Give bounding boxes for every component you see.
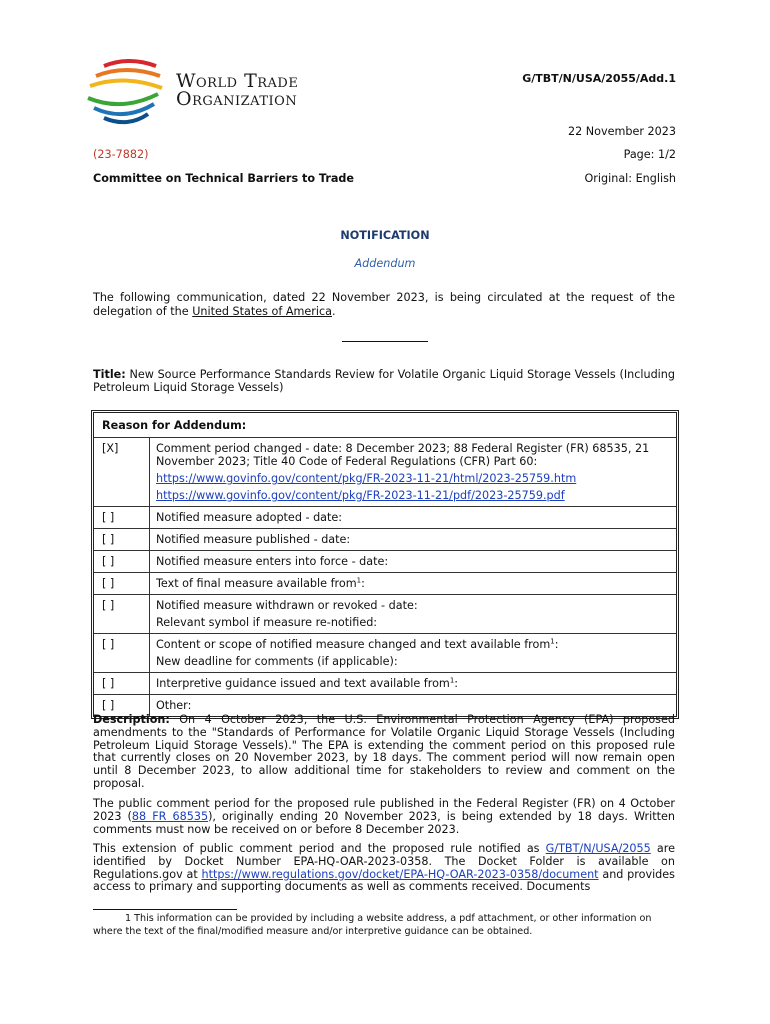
govinfo-html-link[interactable]: https://www.govinfo.gov/content/pkg/FR-2023-11-21/html/2023-25759.htm: [156, 472, 577, 485]
document-symbol: G/TBT/N/USA/2055/Add.1: [522, 72, 676, 85]
page-number: Page: 1/2: [623, 148, 676, 161]
row-text: Text of final measure available from$^1$:: [156, 576, 365, 590]
checkbox-mark: [ ]: [94, 573, 150, 594]
checkbox-mark: [ ]: [94, 551, 150, 572]
intro-text: The following communication, dated 22 November 2023, is being circulated at the request of the delegation of the: [93, 291, 675, 318]
checkbox-mark: [ ]: [94, 673, 150, 694]
measure-title: [93, 368, 675, 394]
row-text: Notified measure published - date:: [156, 533, 351, 546]
row-text: New deadline for comments (if applicable):: [156, 655, 398, 668]
title-label: Title:: [93, 368, 126, 381]
org-name-line1: World Trade: [176, 70, 299, 92]
checkbox-mark: [ ]: [94, 695, 150, 716]
table-row: [94, 595, 676, 634]
row-text: Interpretive guidance issued and text available from$^1$:: [156, 676, 459, 690]
document-date: 22 November 2023: [567, 125, 676, 138]
reason-table: [91, 410, 679, 719]
table-row: [94, 529, 676, 551]
intro-paragraph: [93, 291, 675, 319]
regulations-gov-link[interactable]: https://www.regulations.gov/docket/EPA-HQ-OAR-2023-0358/document: [201, 867, 599, 881]
row-text: Notified measure enters into force - date:: [156, 555, 389, 568]
reason-table-header: Reason for Addendum:: [94, 413, 676, 438]
checkbox-mark: [ ]: [94, 529, 150, 550]
title-text: New Source Performance Standards Review for Volatile Organic Liquid Storage Vessels (Including Petroleum Liquid Storage Vessels): [93, 368, 675, 394]
org-name-line2: Organization: [176, 88, 298, 110]
checkbox-mark: [ ]: [94, 634, 150, 672]
row-text: Notified measure adopted - date:: [156, 511, 343, 524]
intro-end: .: [332, 305, 336, 318]
member-name: United States of America: [192, 305, 332, 318]
row-text: Notified measure withdrawn or revoked - date:: [156, 599, 418, 612]
table-row: [94, 634, 676, 673]
row-text: Content or scope of notified measure changed and text available from$^1$:: [156, 637, 559, 651]
row-text: Other:: [156, 699, 192, 712]
table-row: [94, 551, 676, 573]
docket-paragraph: This extension of public comment period and the proposed rule notified as G/TBT/N/USA/2055 are identified by Docket Number EPA-HQ-OAR-2023-0358. The Docket Folder is available on Regulations.gov at https://www.regulations.gov/docket/EPA-HQ-OAR-2023-0358/document and provides access to primary and supporting documents as well as comments received. Documents: [93, 842, 675, 894]
table-row: [94, 673, 676, 695]
checkbox-mark: [ ]: [94, 507, 150, 528]
addendum-subheading: Addendum: [354, 257, 416, 270]
row-text: Comment period changed - date: 8 December 2023; 88 Federal Register (FR) 68535, 21 November 2023; Title 40 Code of Federal Regulations (CFR) Part 60:: [156, 442, 650, 468]
checkbox-mark: [X]: [94, 438, 150, 506]
description-label: Description:: [93, 713, 170, 726]
original-language: Original: English: [584, 172, 676, 185]
row-text: Relevant symbol if measure re-notified:: [156, 616, 378, 629]
table-row: [94, 573, 676, 595]
footnote-ref: 1: [449, 676, 455, 685]
separator-rule: [342, 341, 428, 342]
footnote: 1 This information can be provided by including a website address, a pdf attachment, or other information on where the text of the final/modified measure and/or interpretive guidance can be obtained.: [93, 913, 652, 937]
footnote-separator: [93, 909, 237, 910]
committee-name: Committee on Technical Barriers to Trade: [93, 172, 354, 185]
comment-period-paragraph: The public comment period for the proposed rule published in the Federal Register (FR) on 4 October 2023 (88 FR 68535), originally ending 20 November 2023, is being extended by 18 days. Written comments must now be received on or before 8 December 2023.: [93, 797, 675, 836]
notification-link[interactable]: G/TBT/N/USA/2055: [545, 842, 651, 855]
govinfo-pdf-link[interactable]: https://www.govinfo.gov/content/pkg/FR-2023-11-21/pdf/2023-25759.pdf: [156, 489, 565, 502]
description-paragraph: Description: On 4 October 2023, the U.S. Environmental Protection Agency (EPA) proposed amendments to the "Standards of Performance for Volatile Organic Liquid Storage Vessels (Including Petroleum Liquid Storage Vessels)." The EPA is extending the comment period on this proposed rule that currently closes on 20 November 2023, by 18 days. The comment period will now remain open until 8 December 2023, to allow additional time for stakeholders to review and comment on the proposal.: [93, 713, 675, 790]
footnote-ref: 1: [550, 637, 555, 646]
org-name: [176, 72, 298, 108]
document-reference: (23-7882): [93, 148, 149, 161]
notification-heading: NOTIFICATION: [340, 229, 430, 242]
footnote-ref: 1: [356, 576, 362, 585]
table-row: [94, 438, 676, 507]
checkbox-mark: [ ]: [94, 595, 150, 633]
federal-register-link[interactable]: 88 FR 68535: [131, 809, 209, 823]
wto-emblem-icon: [84, 58, 179, 130]
table-row: [94, 507, 676, 529]
